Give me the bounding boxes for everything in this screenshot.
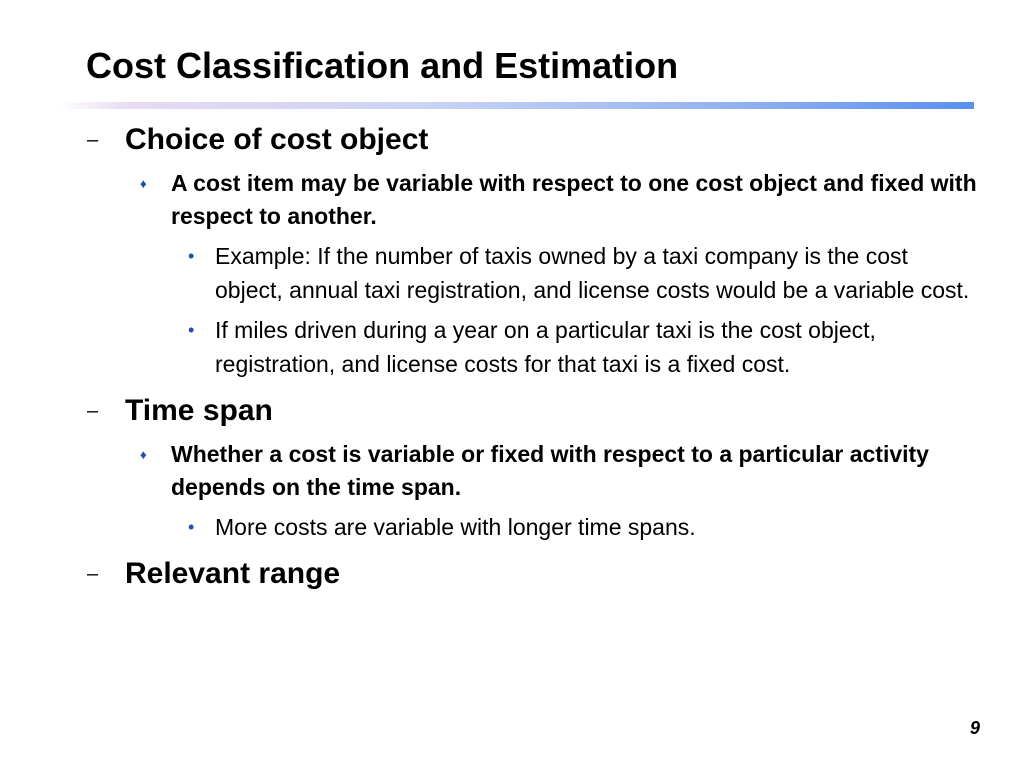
- subpoint-text: More costs are variable with longer time spans.: [215, 514, 696, 540]
- section-time-span: [87, 391, 985, 431]
- diamond-bullet-icon: ♦: [140, 447, 147, 462]
- dash-bullet-icon: –: [87, 563, 99, 585]
- section-heading: Relevant range: [125, 557, 341, 590]
- subpoint: [188, 510, 975, 544]
- section-heading: Choice of cost object: [125, 123, 429, 156]
- dash-bullet-icon: –: [87, 129, 99, 151]
- subpoint: [188, 239, 975, 307]
- page-number: 9: [969, 718, 980, 738]
- dot-bullet-icon: •: [188, 517, 195, 537]
- point-text: A cost item may be variable with respect to one cost object and fixed with respect to another.: [171, 170, 977, 229]
- point: [140, 438, 981, 504]
- subpoint-text: If miles driven during a year on a particular taxi is the cost object, registration, and license costs for that taxi is a fixed cost.: [215, 317, 876, 377]
- diamond-bullet-icon: ♦: [140, 176, 147, 191]
- section-relevant-range: [87, 554, 985, 594]
- subpoint-text: Example: If the number of taxis owned by a taxi company is the cost object, annual taxi registration, and license costs would be a variable cost.: [215, 243, 970, 303]
- subpoint: [188, 313, 975, 381]
- point-text: Whether a cost is variable or fixed with respect to a particular activity depends on the time span.: [171, 441, 929, 500]
- dash-bullet-icon: –: [87, 400, 99, 422]
- section-choice-of-cost-object: [87, 120, 985, 160]
- slide-title: Cost Classification and Estimation: [86, 45, 679, 86]
- title-divider: [58, 102, 974, 109]
- dot-bullet-icon: •: [188, 320, 195, 340]
- dot-bullet-icon: •: [188, 246, 195, 266]
- section-heading: Time span: [125, 394, 273, 427]
- slide-content: [0, 116, 1024, 594]
- point: [140, 167, 981, 233]
